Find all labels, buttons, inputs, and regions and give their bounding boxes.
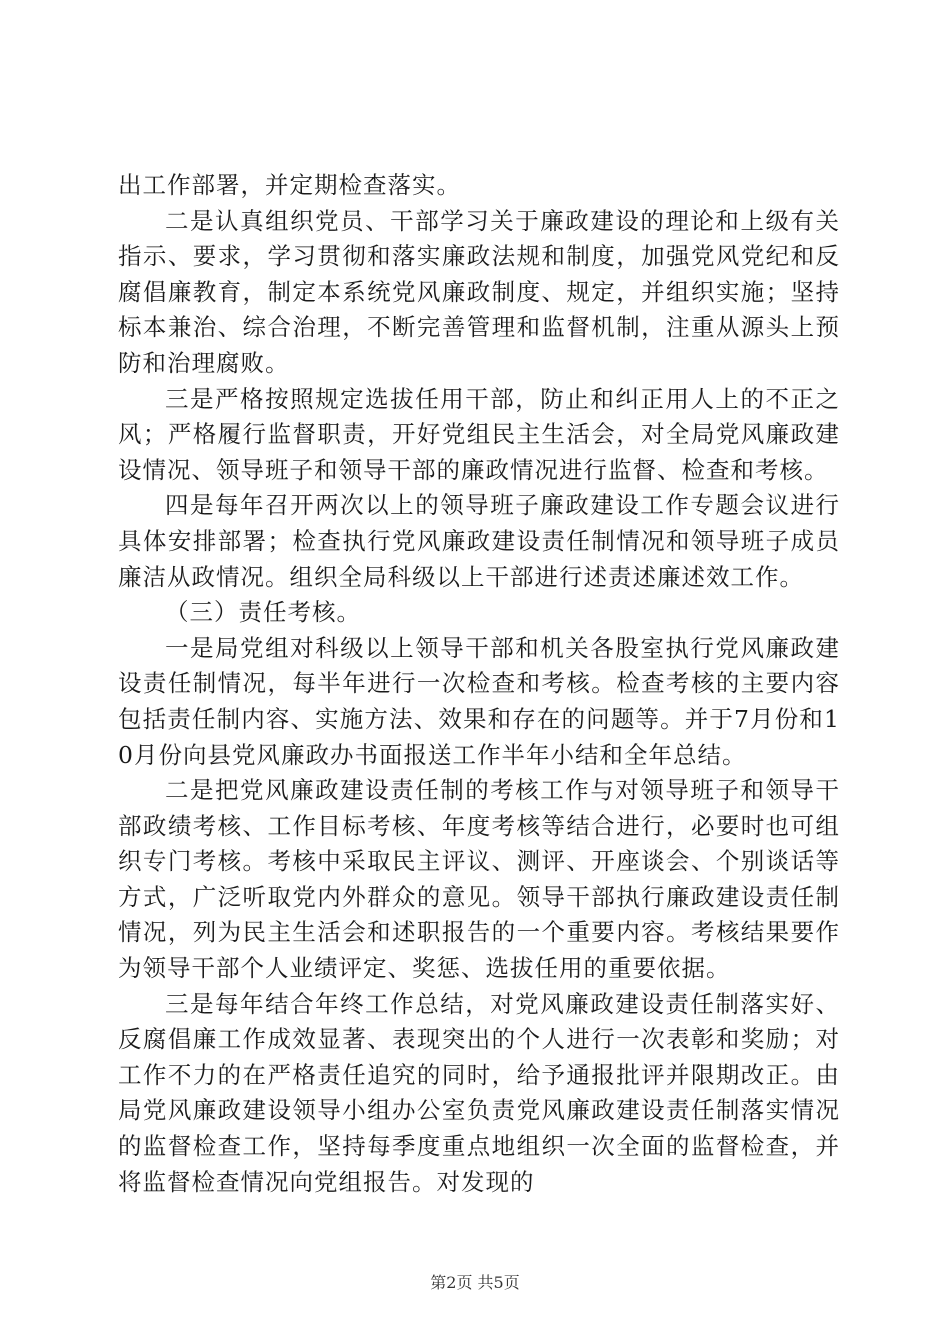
paragraph-item-2: 二是认真组织党员、干部学习关于廉政建设的理论和上级有关指示、要求，学习贯彻和落实廉政法规和制度，加强党风党纪和反腐倡廉教育，制定本系统党风廉政制度、规定，并组织实施；坚持标本兼治、综合治理，不断完善管理和监督机制，注重从源头上预防和治理腐败。	[118, 206, 840, 377]
paragraph-item-4: 四是每年召开两次以上的领导班子廉政建设工作专题会议进行具体安排部署；检查执行党风廉政建设责任制情况和领导班子成员廉洁从政情况。组织全局科级以上干部进行述责述廉述效工作。	[118, 491, 840, 591]
document-body	[118, 168, 840, 1200]
paragraph-assessment-1: 一是局党组对科级以上领导干部和机关各股室执行党风廉政建设责任制情况，每半年进行一次检查和考核。检查考核的主要内容包括责任制内容、实施方法、效果和存在的问题等。并于7月份和10月份向县党风廉政办书面报送工作半年小结和全年总结。	[118, 633, 840, 769]
paragraph-continuation: 出工作部署，并定期检查落实。	[118, 171, 461, 199]
paragraph-assessment-3: 三是每年结合年终工作总结，对党风廉政建设责任制落实好、反腐倡廉工作成效显著、表现突出的个人进行一次表彰和奖励；对工作不力的在严格责任追究的同时，给予通报批评并限期改正。由局党风廉政建设领导小组办公室负责党风廉政建设责任制落实情况的监督检查工作，坚持每季度重点地组织一次全面的监督检查，并将监督检查情况向党组报告。对发现的	[118, 989, 840, 1196]
paragraph-assessment-2: 二是把党风廉政建设责任制的考核工作与对领导班子和领导干部政绩考核、工作目标考核、年度考核等结合进行，必要时也可组织专门考核。考核中采取民主评议、测评、开座谈会、个别谈话等方式，广泛听取党内外群众的意见。领导干部执行廉政建设责任制情况，列为民主生活会和述职报告的一个重要内容。考核结果要作为领导干部个人业绩评定、奖惩、选拔任用的重要依据。	[118, 776, 840, 983]
paragraph-item-3: 三是严格按照规定选拔任用干部，防止和纠正用人上的不正之风；严格履行监督职责，开好党组民主生活会，对全局党风廉政建设情况、领导班子和领导干部的廉政情况进行监督、检查和考核。	[118, 384, 840, 484]
section-heading-responsibility-assessment: （三）责任考核。	[165, 598, 361, 627]
page-number-footer: 第2页 共5页	[430, 1273, 520, 1292]
